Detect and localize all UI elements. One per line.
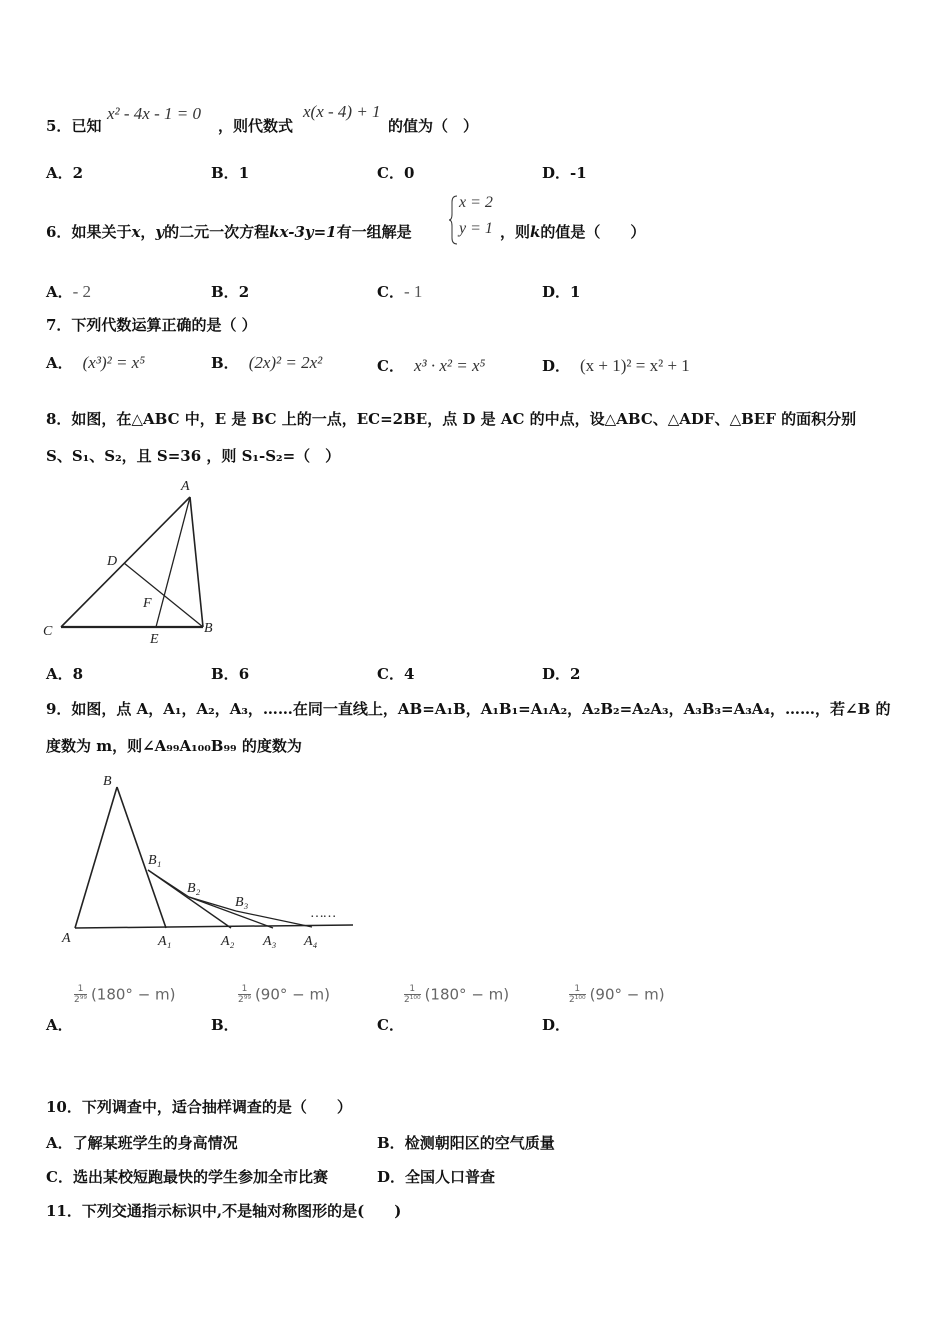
q9-option-c-label: C．	[377, 1016, 404, 1034]
q8-option-b: B．6	[211, 665, 250, 683]
label-a2: A₂	[221, 934, 235, 949]
brace-icon	[449, 194, 459, 246]
q8-option-a: A．8	[46, 665, 84, 683]
q9-option-d-formula: $\frac{1}{\text{2¹⁰⁰}}$ (90° − m)	[569, 984, 665, 1005]
q9-option-d-label: D．	[542, 1016, 571, 1034]
q7-option-d: D． (x + 1)² = x² + 1	[542, 356, 690, 375]
q9-option-b-label: B．	[211, 1016, 239, 1034]
q6-option-a: A．- 2	[46, 282, 92, 301]
q8-option-c: C．4	[377, 665, 415, 683]
q10-option-b: B．检测朝阳区的空气质量	[377, 1134, 555, 1152]
segment-ae	[156, 497, 190, 627]
q5-text-pre: 已知	[71, 117, 102, 135]
q10-option-a: A．了解某班学生的身高情况	[46, 1134, 238, 1152]
q10-option-d: D．全国人口普查	[377, 1168, 496, 1186]
q9-stem-line1: 9．如图，点 A，A₁，A₂，A₃，……在同一直线上，AB=A₁B，A₁B₁=A₁A₂，A₂B₂=A₂A₃，A₃B₃=A₃A₄，……，若∠B 的	[46, 700, 891, 718]
q5-expression: x(x - 4) + 1	[303, 102, 381, 121]
q5-option-c: C．0	[377, 164, 415, 182]
label-a1: A₁	[158, 934, 172, 949]
q6-stem-tail: ，则k的值是（ ）	[500, 223, 646, 241]
label-b: B	[103, 774, 112, 789]
q5-option-d: D．-1	[542, 164, 587, 182]
q7-option-a: A． (x³)² = x⁵	[46, 353, 146, 372]
q7-option-b: B． (2x)² = 2x²	[211, 353, 323, 372]
q9-option-c-formula: $\frac{1}{\text{2¹⁰⁰}}$ (180° − m)	[404, 984, 510, 1005]
label-b3: B₃	[235, 895, 249, 910]
q6-equation-system	[449, 194, 497, 246]
q5-equation: x² - 4x - 1 = 0	[107, 104, 201, 123]
q6-option-b: B．2	[211, 283, 250, 301]
q9-option-a-formula: $\frac{1}{\text{2⁹⁹}}$ (180° − m)	[74, 984, 176, 1005]
q10-option-c: C．选出某校短跑最快的学生参加全市比赛	[46, 1168, 328, 1186]
q6-system-line2: y = 1	[459, 220, 493, 237]
q6-option-d: D．1	[542, 283, 581, 301]
q9-option-a-label: A．	[46, 1016, 73, 1034]
segment-b2a3	[189, 897, 273, 928]
label-a: A	[62, 931, 71, 946]
q11-stem: 11．下列交通指示标识中,不是轴对称图形的是( )	[46, 1202, 402, 1220]
q8-stem-line2: S、S₁、S₂，且 S=36 ，则 S₁-S₂=（ ）	[46, 447, 341, 465]
q6-system-line1: x = 2	[459, 194, 493, 211]
q5-text-mid: ，则代数式	[218, 117, 294, 135]
label-e: E	[150, 632, 159, 647]
label-b1: B₁	[148, 853, 162, 868]
label-c: C	[43, 624, 53, 639]
label-b: B	[204, 621, 213, 636]
q5-text-post: 的值为（ ）	[388, 117, 479, 135]
segment-ab	[190, 497, 203, 627]
q5-option-a: A．2	[46, 164, 84, 182]
q7-option-c: C． x³ · x² = x⁵	[377, 356, 486, 375]
q9-option-b-formula: $\frac{1}{\text{2⁹⁹}}$ (90° − m)	[238, 984, 330, 1005]
q7-stem: 7．下列代数运算正确的是（ ）	[46, 316, 257, 334]
label-a4: A₄	[304, 934, 318, 949]
label-a: A	[181, 479, 190, 494]
q9-triangles-figure	[55, 765, 365, 955]
label-a3: A₃	[263, 934, 277, 949]
q5-stem	[46, 115, 101, 136]
label-b2: B₂	[187, 881, 201, 896]
q10-stem: 10．下列调查中，适合抽样调查的是（ ）	[46, 1098, 352, 1116]
q8-stem-line1: 8．如图，在△ABC 中，E 是 BC 上的一点，EC=2BE，点 D 是 AC 的中点，设△ABC、△ADF、△BEF 的面积分别	[46, 410, 857, 428]
label-dots: ……	[311, 906, 336, 921]
q5-number: 5．	[46, 117, 72, 135]
segment-ab	[75, 787, 117, 928]
q5-option-b: B．1	[211, 164, 250, 182]
label-f: F	[143, 596, 152, 611]
q6-stem: 6．如果关于x，y的二元一次方程kx-3y=1有一组解是	[46, 223, 412, 241]
label-d: D	[107, 554, 118, 569]
q8-option-d: D．2	[542, 665, 581, 683]
q6-option-c: C．- 1	[377, 282, 423, 301]
q9-stem-line2: 度数为 m，则∠A₉₉A₁₀₀B₉₉ 的度数为	[46, 737, 302, 755]
segment-db	[124, 563, 203, 627]
segment-ca	[61, 497, 190, 627]
q8-triangle-figure	[40, 475, 230, 650]
